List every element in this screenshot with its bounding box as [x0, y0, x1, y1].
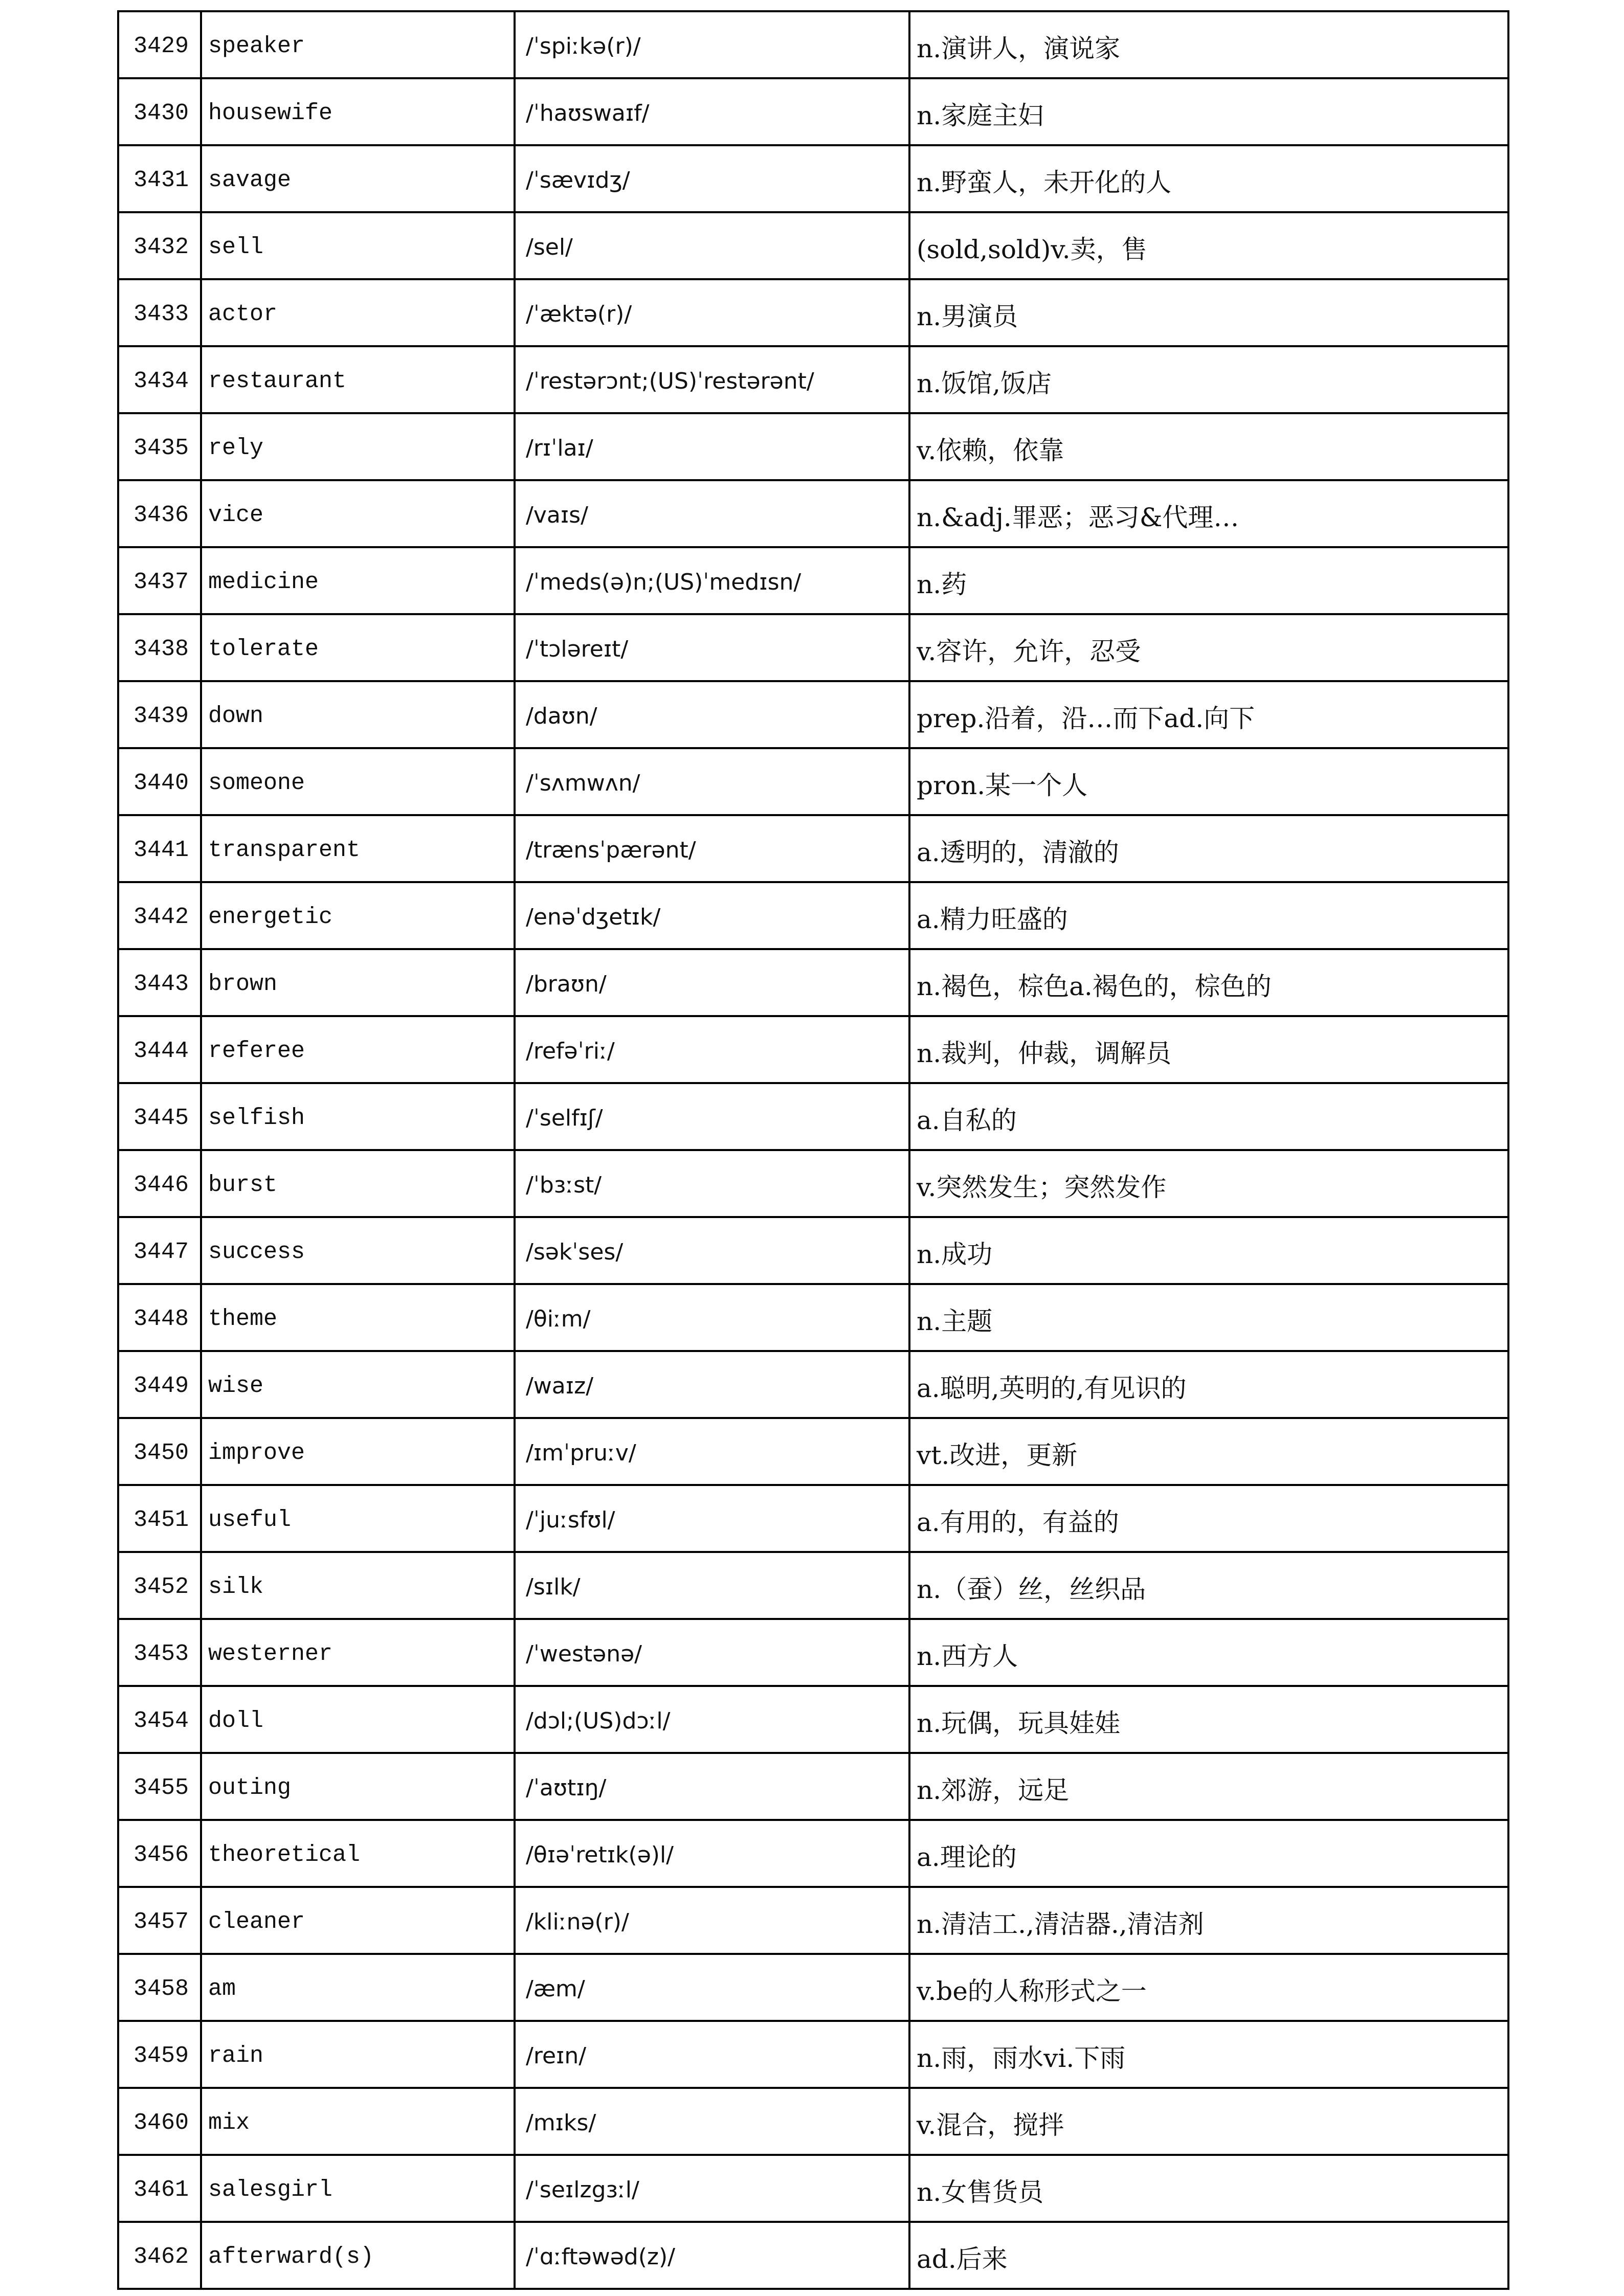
entry-phonetic: /reɪn/ — [516, 2022, 910, 2087]
entry-phonetic: /ˈseɪlzgɜːl/ — [516, 2156, 910, 2221]
entry-phonetic: /waɪz/ — [516, 1352, 910, 1417]
table-row — [119, 1754, 1509, 1821]
table-row — [119, 280, 1509, 347]
entry-number: 3436 — [119, 481, 202, 546]
entry-number: 3437 — [119, 548, 202, 613]
entry-phonetic: /ˈspiːkə(r)/ — [516, 12, 910, 77]
entry-meaning: n.&adj.罪恶；恶习&代理… — [910, 481, 1509, 546]
entry-word: cleaner — [202, 1888, 516, 1953]
entry-number: 3430 — [119, 79, 202, 144]
vocabulary-table — [117, 10, 1509, 2290]
entry-number: 3434 — [119, 347, 202, 412]
entry-word: outing — [202, 1754, 516, 1819]
entry-number: 3457 — [119, 1888, 202, 1953]
entry-phonetic: /daʊn/ — [516, 682, 910, 747]
entry-phonetic: /ˈbɜːst/ — [516, 1151, 910, 1216]
entry-number: 3459 — [119, 2022, 202, 2087]
entry-word: burst — [202, 1151, 516, 1216]
entry-meaning: a.自私的 — [910, 1084, 1509, 1149]
entry-meaning: n.成功 — [910, 1218, 1509, 1283]
entry-word: success — [202, 1218, 516, 1283]
entry-word: energetic — [202, 883, 516, 948]
entry-word: restaurant — [202, 347, 516, 412]
table-row — [119, 883, 1509, 950]
entry-word: theoretical — [202, 1821, 516, 1886]
entry-meaning: n.玩偶，玩具娃娃 — [910, 1687, 1509, 1752]
entry-phonetic: /ˈaʊtɪŋ/ — [516, 1754, 910, 1819]
entry-phonetic: /braʊn/ — [516, 950, 910, 1015]
entry-phonetic: /mɪks/ — [516, 2089, 910, 2154]
entry-meaning: a.透明的，清澈的 — [910, 816, 1509, 881]
entry-number: 3432 — [119, 213, 202, 278]
table-row — [119, 682, 1509, 749]
entry-number: 3454 — [119, 1687, 202, 1752]
entry-phonetic: /səkˈses/ — [516, 1218, 910, 1283]
table-row — [119, 1084, 1509, 1151]
entry-number: 3455 — [119, 1754, 202, 1819]
entry-number: 3460 — [119, 2089, 202, 2154]
entry-phonetic: /ˈsʌmwʌn/ — [516, 749, 910, 814]
entry-phonetic: /ˈselfɪʃ/ — [516, 1084, 910, 1149]
table-row — [119, 2156, 1509, 2223]
table-row — [119, 950, 1509, 1017]
entry-meaning: a.聪明,英明的,有见识的 — [910, 1352, 1509, 1417]
entry-word: silk — [202, 1553, 516, 1618]
entry-phonetic: /θiːm/ — [516, 1285, 910, 1350]
entry-word: transparent — [202, 816, 516, 881]
entry-phonetic: /vaɪs/ — [516, 481, 910, 546]
entry-number: 3438 — [119, 615, 202, 680]
entry-word: tolerate — [202, 615, 516, 680]
entry-number: 3450 — [119, 1419, 202, 1484]
table-row — [119, 1687, 1509, 1754]
entry-number: 3462 — [119, 2223, 202, 2288]
entry-phonetic: /sɪlk/ — [516, 1553, 910, 1618]
table-row — [119, 1352, 1509, 1419]
entry-number: 3449 — [119, 1352, 202, 1417]
table-row — [119, 548, 1509, 615]
entry-word: afterward(s) — [202, 2223, 516, 2288]
table-row — [119, 749, 1509, 816]
entry-word: sell — [202, 213, 516, 278]
table-row — [119, 146, 1509, 213]
entry-number: 3443 — [119, 950, 202, 1015]
entry-phonetic: /æm/ — [516, 1955, 910, 2020]
entry-phonetic: /θɪəˈretɪk(ə)l/ — [516, 1821, 910, 1886]
table-row — [119, 2089, 1509, 2156]
entry-phonetic: /ˈhaʊswaɪf/ — [516, 79, 910, 144]
entry-number: 3433 — [119, 280, 202, 345]
entry-meaning: prep.沿着，沿…而下ad.向下 — [910, 682, 1509, 747]
entry-word: speaker — [202, 12, 516, 77]
entry-word: am — [202, 1955, 516, 2020]
entry-number: 3442 — [119, 883, 202, 948]
entry-meaning: n.西方人 — [910, 1620, 1509, 1685]
entry-word: medicine — [202, 548, 516, 613]
entry-phonetic: /rɪˈlaɪ/ — [516, 414, 910, 479]
entry-meaning: a.有用的，有益的 — [910, 1486, 1509, 1551]
entry-word: useful — [202, 1486, 516, 1551]
entry-word: brown — [202, 950, 516, 1015]
entry-meaning: n.（蚕）丝，丝织品 — [910, 1553, 1509, 1618]
entry-phonetic: /ɪmˈpruːv/ — [516, 1419, 910, 1484]
entry-meaning: n.褐色，棕色a.褐色的，棕色的 — [910, 950, 1509, 1015]
entry-meaning: n.演讲人，演说家 — [910, 12, 1509, 77]
table-row — [119, 615, 1509, 682]
table-row — [119, 1151, 1509, 1218]
entry-word: someone — [202, 749, 516, 814]
entry-number: 3431 — [119, 146, 202, 211]
entry-meaning: n.雨，雨水vi.下雨 — [910, 2022, 1509, 2087]
entry-meaning: v.突然发生；突然发作 — [910, 1151, 1509, 1216]
entry-meaning: pron.某一个人 — [910, 749, 1509, 814]
entry-phonetic: /ˈsævɪdʒ/ — [516, 146, 910, 211]
entry-meaning: n.药 — [910, 548, 1509, 613]
entry-meaning: v.依赖，依靠 — [910, 414, 1509, 479]
table-row — [119, 79, 1509, 146]
table-row — [119, 1218, 1509, 1285]
entry-meaning: n.野蛮人，未开化的人 — [910, 146, 1509, 211]
entry-phonetic: /enəˈdʒetɪk/ — [516, 883, 910, 948]
entry-meaning: v.混合，搅拌 — [910, 2089, 1509, 2154]
table-row — [119, 1486, 1509, 1553]
entry-word: salesgirl — [202, 2156, 516, 2221]
table-row — [119, 481, 1509, 548]
entry-word: wise — [202, 1352, 516, 1417]
table-row — [119, 213, 1509, 280]
entry-word: down — [202, 682, 516, 747]
entry-number: 3458 — [119, 1955, 202, 2020]
entry-word: improve — [202, 1419, 516, 1484]
entry-meaning: n.男演员 — [910, 280, 1509, 345]
entry-meaning: a.精力旺盛的 — [910, 883, 1509, 948]
entry-word: vice — [202, 481, 516, 546]
entry-number: 3447 — [119, 1218, 202, 1283]
entry-number: 3429 — [119, 12, 202, 77]
entry-meaning: vt.改进，更新 — [910, 1419, 1509, 1484]
table-row — [119, 816, 1509, 883]
table-row — [119, 2223, 1509, 2290]
entry-word: referee — [202, 1017, 516, 1082]
entry-word: mix — [202, 2089, 516, 2154]
table-row — [119, 1888, 1509, 1955]
entry-meaning: n.郊游，远足 — [910, 1754, 1509, 1819]
table-row — [119, 1419, 1509, 1486]
entry-phonetic: /ˈæktə(r)/ — [516, 280, 910, 345]
entry-number: 3440 — [119, 749, 202, 814]
entry-number: 3451 — [119, 1486, 202, 1551]
entry-phonetic: /ˈɑːftəwəd(z)/ — [516, 2223, 910, 2288]
table-row — [119, 414, 1509, 481]
table-row — [119, 1553, 1509, 1620]
entry-phonetic: /kliːnə(r)/ — [516, 1888, 910, 1953]
entry-word: theme — [202, 1285, 516, 1350]
entry-phonetic: /ˈmeds(ə)n;(US)ˈmedɪsn/ — [516, 548, 910, 613]
entry-meaning: ad.后来 — [910, 2223, 1509, 2288]
entry-number: 3453 — [119, 1620, 202, 1685]
entry-phonetic: /trænsˈpærənt/ — [516, 816, 910, 881]
entry-meaning: a.理论的 — [910, 1821, 1509, 1886]
entry-meaning: v.be的人称形式之一 — [910, 1955, 1509, 2020]
entry-meaning: n.女售货员 — [910, 2156, 1509, 2221]
entry-phonetic: /sel/ — [516, 213, 910, 278]
entry-meaning: v.容许，允许，忍受 — [910, 615, 1509, 680]
entry-meaning: n.家庭主妇 — [910, 79, 1509, 144]
entry-word: savage — [202, 146, 516, 211]
entry-number: 3444 — [119, 1017, 202, 1082]
entry-meaning: n.饭馆,饭店 — [910, 347, 1509, 412]
table-row — [119, 2022, 1509, 2089]
table-row — [119, 12, 1509, 79]
table-row — [119, 1821, 1509, 1888]
entry-phonetic: /ˈwestənə/ — [516, 1620, 910, 1685]
table-row — [119, 1955, 1509, 2022]
table-row — [119, 1017, 1509, 1084]
entry-word: housewife — [202, 79, 516, 144]
entry-meaning: (sold,sold)v.卖，售 — [910, 213, 1509, 278]
table-row — [119, 347, 1509, 414]
entry-number: 3445 — [119, 1084, 202, 1149]
entry-word: doll — [202, 1687, 516, 1752]
entry-meaning: n.裁判，仲裁，调解员 — [910, 1017, 1509, 1082]
entry-meaning: n.主题 — [910, 1285, 1509, 1350]
entry-word: westerner — [202, 1620, 516, 1685]
entry-number: 3435 — [119, 414, 202, 479]
entry-number: 3448 — [119, 1285, 202, 1350]
entry-phonetic: /refəˈriː/ — [516, 1017, 910, 1082]
entry-word: rain — [202, 2022, 516, 2087]
entry-number: 3441 — [119, 816, 202, 881]
entry-word: selfish — [202, 1084, 516, 1149]
entry-number: 3461 — [119, 2156, 202, 2221]
table-row — [119, 1285, 1509, 1352]
entry-word: rely — [202, 414, 516, 479]
table-row — [119, 1620, 1509, 1687]
entry-number: 3446 — [119, 1151, 202, 1216]
entry-phonetic: /ˈrestərɔnt;(US)ˈrestərənt/ — [516, 347, 910, 412]
entry-number: 3439 — [119, 682, 202, 747]
entry-number: 3456 — [119, 1821, 202, 1886]
entry-meaning: n.清洁工.,清洁器.,清洁剂 — [910, 1888, 1509, 1953]
entry-number: 3452 — [119, 1553, 202, 1618]
entry-phonetic: /ˈjuːsfʊl/ — [516, 1486, 910, 1551]
entry-phonetic: /ˈtɔləreɪt/ — [516, 615, 910, 680]
entry-phonetic: /dɔl;(US)dɔːl/ — [516, 1687, 910, 1752]
entry-word: actor — [202, 280, 516, 345]
